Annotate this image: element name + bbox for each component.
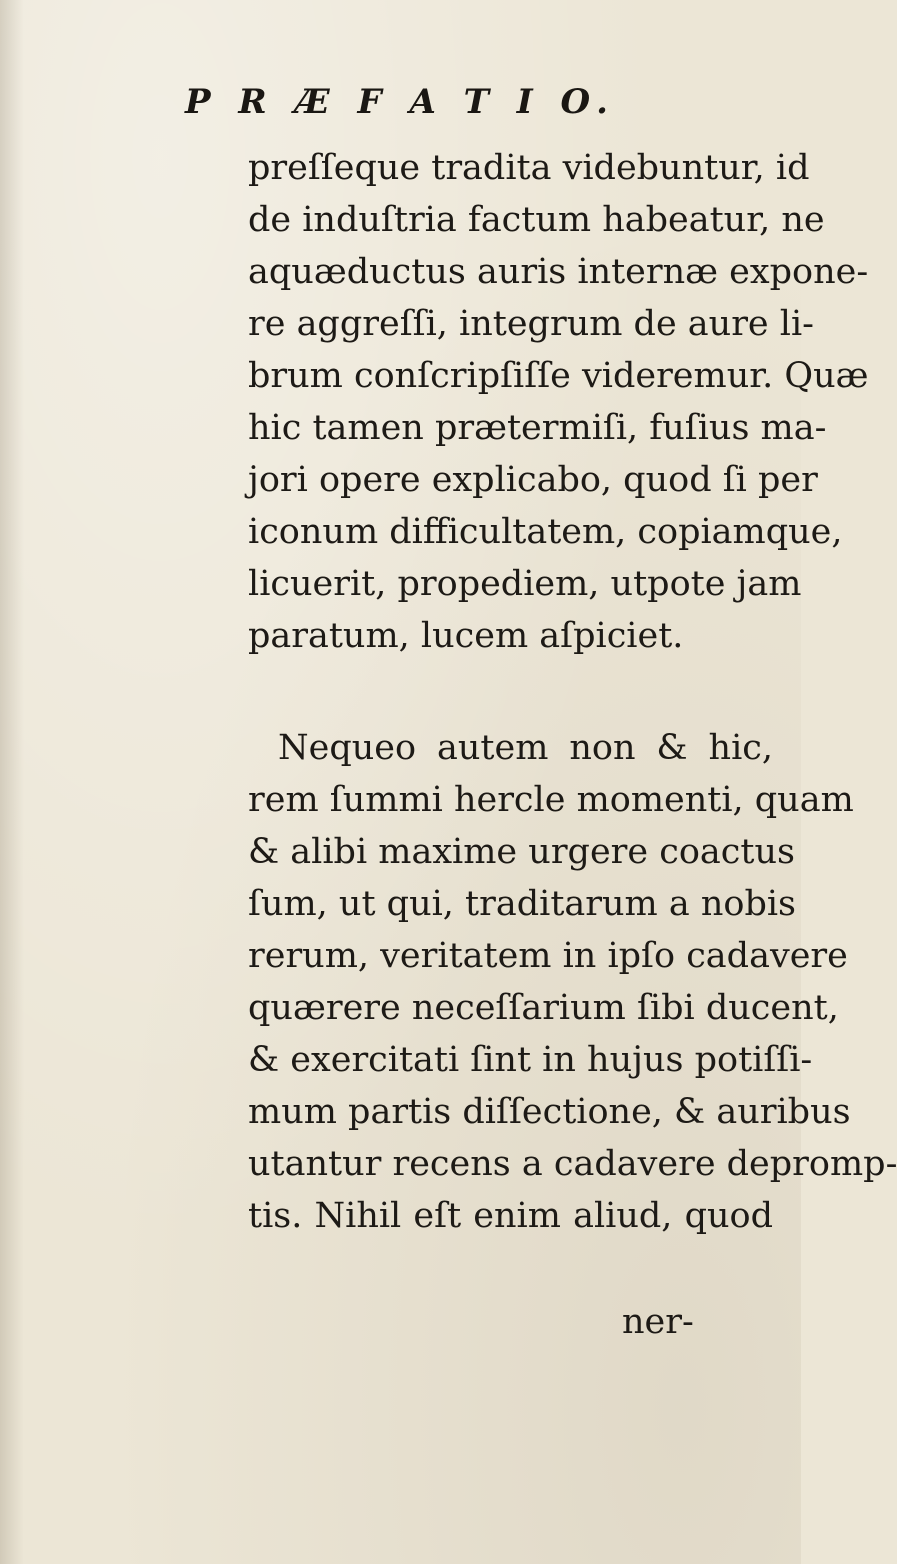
text-line: hic tamen prætermiſi, fuſius ma- <box>248 408 827 448</box>
text-line: ſum, ut qui, traditarum a nobis <box>248 884 797 924</box>
text-line: & alibi maxime urgere coactus <box>248 832 795 872</box>
text-line: utantur recens a cadavere depromp- <box>248 1144 897 1184</box>
text-line: mum partis diſſectione, & auribus <box>248 1092 851 1132</box>
text-line: iconum difficultatem, copiamque, <box>248 512 843 552</box>
text-line: licuerit, propediem, utpote jam <box>248 564 802 604</box>
text-line: brum conſcripſiſſe videremur. Quæ <box>248 356 869 396</box>
text-line: de induſtria factum habeatur, ne <box>248 200 825 240</box>
text-line: rerum, veritatem in ipſo cadavere <box>248 936 848 976</box>
running-head: P R Æ F A T I O. <box>184 82 617 122</box>
text-line: paratum, lucem aſpiciet. <box>248 616 684 656</box>
text-line: aquæductus auris internæ expone- <box>248 252 869 292</box>
text-line: & exercitati ſint in hujus potiſſi- <box>248 1040 813 1080</box>
catchword: ner- <box>622 1302 694 1342</box>
text-line: rem ſummi hercle momenti, quam <box>248 780 854 820</box>
text-line: tis. Nihil eſt enim aliud, quod <box>248 1196 773 1236</box>
text-line: preſſeque tradita videbuntur, id <box>248 148 810 188</box>
gutter-shadow <box>0 0 24 1564</box>
text-line: Nequeo autem non & hic, <box>278 728 773 768</box>
text-line: jori opere explicabo, quod ſi per <box>248 460 818 500</box>
text-line: quærere neceſſarium ſibi ducent, <box>248 988 839 1028</box>
text-line: re aggreſſi, integrum de aure li- <box>248 304 814 344</box>
